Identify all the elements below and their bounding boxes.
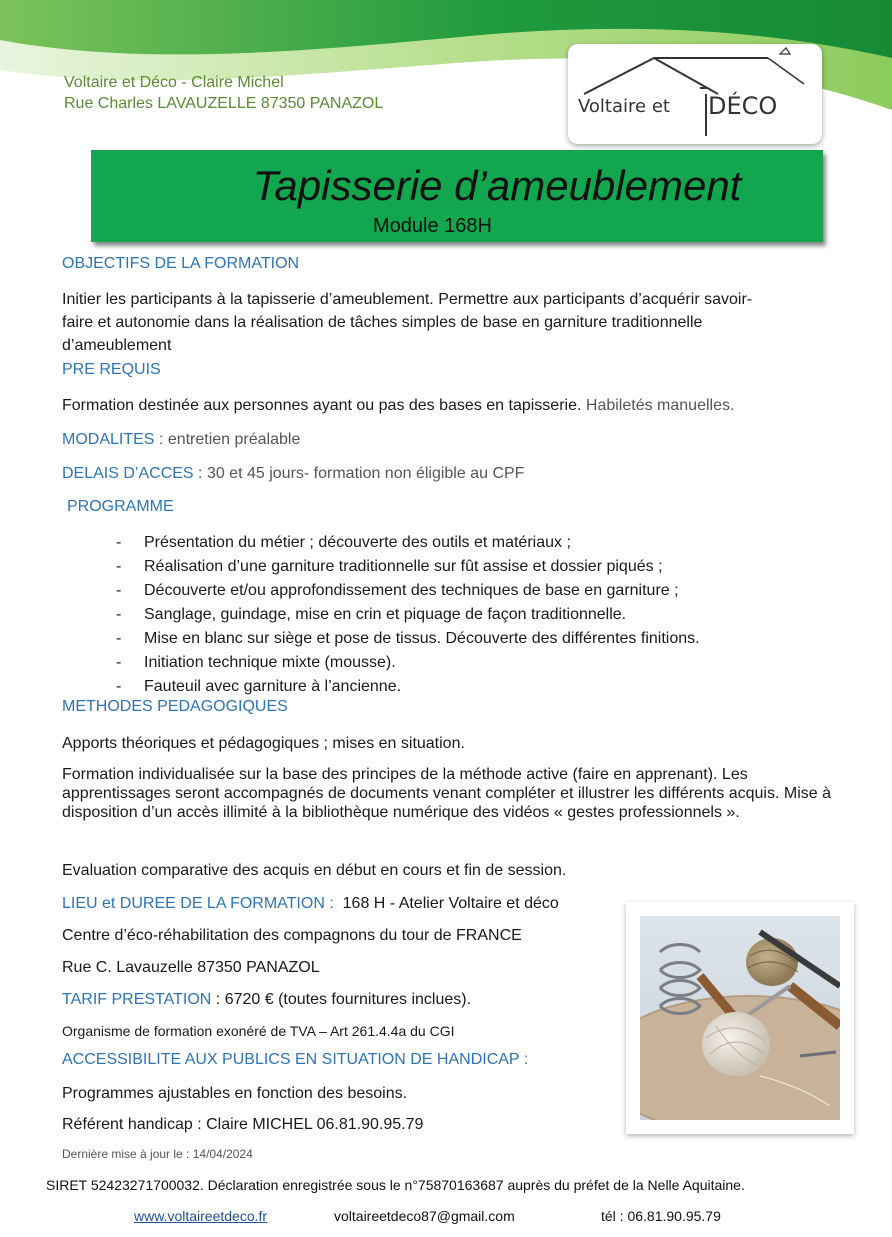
email-text: voltaireetdeco87@gmail.com <box>334 1208 515 1224</box>
document-title: Tapisserie d’ameublement <box>252 162 742 209</box>
objectifs-text: Initier les participants à la tapisserie d’ameublement. Permettre aux participants d’acquérir savoir-faire et autonomie dans la réalisation de tâches simples de base en garniture traditionnelle d’ameublement <box>62 291 753 354</box>
delais-text: : 30 et 45 jours- formation non éligible au CPF <box>198 465 525 482</box>
lieu-address: Rue C. Lavauzelle 87350 PANAZOL <box>62 959 320 976</box>
programme-item: Initiation technique mixte (mousse). <box>144 654 396 671</box>
programme-bullet-dash: - <box>116 678 122 695</box>
programme-bullet-dash: - <box>116 582 122 599</box>
methodes-paragraph-2: Formation individualisée sur la base des principes de la méthode active (faire en apprenant). Les apprentissages seront accompagnés de documents venant compléter et illustrer les différents acquis. Mise à disposition d’un accès illimité à la bibliothèque numérique des vidéos « gestes professionnels ». <box>62 766 831 821</box>
tarif-line <box>62 988 471 1011</box>
programme-heading: PROGRAMME <box>67 498 174 515</box>
methodes-paragraph-1: Apports théoriques et pédagogiques ; mises en situation. <box>62 735 465 752</box>
programme-bullet-dash: - <box>116 558 122 575</box>
house-roof-icon <box>568 44 822 144</box>
programme-item: Découverte et/ou approfondissement des techniques de base en garniture ; <box>144 582 679 599</box>
prerequis-line <box>62 394 734 417</box>
programme-item: Fauteuil avec garniture à l’ancienne. <box>144 678 402 695</box>
lieu-centre: Centre d’éco-réhabilitation des compagnons du tour de FRANCE <box>62 927 522 944</box>
prerequis-text: Formation destinée aux personnes ayant ou pas des bases en tapisserie. <box>62 397 582 414</box>
modalites-line <box>62 428 300 451</box>
objectifs-heading: OBJECTIFS DE LA FORMATION <box>62 255 300 272</box>
programme-item: Présentation du métier ; découverte des outils et matériaux ; <box>144 534 571 551</box>
accessibilite-paragraph-1: Programmes ajustables en fonction des besoins. <box>62 1085 408 1102</box>
programme-item: Réalisation d’une garniture traditionnelle sur fût assise et dossier piqués ; <box>144 558 663 575</box>
lieu-line <box>62 892 559 915</box>
website-link[interactable]: www.voltaireetdeco.fr <box>134 1208 268 1224</box>
tva-text: Organisme de formation exonéré de TVA – Art 261.4.4a du CGI <box>62 1023 455 1039</box>
lieu-label: LIEU et DUREE DE LA FORMATION : <box>62 895 334 912</box>
methodes-paragraph-3: Evaluation comparative des acquis en début en cours et fin de session. <box>62 862 567 879</box>
company-address: Rue Charles LAVAUZELLE 87350 PANAZOL <box>64 95 384 112</box>
delais-label: DELAIS D’ACCES <box>62 465 194 482</box>
programme-bullet-dash: - <box>116 654 122 671</box>
programme-item: Mise en blanc sur siège et pose de tissus. Découverte des différentes finitions. <box>144 630 700 647</box>
modalites-text: entretien préalable <box>167 431 301 448</box>
lieu-text: 168 H - Atelier Voltaire et déco <box>342 895 559 912</box>
methodes-heading: METHODES PEDAGOGIQUES <box>62 698 288 715</box>
programme-bullet-dash: - <box>116 606 122 623</box>
tarif-text: : 6720 € (toutes fournitures inclues). <box>215 991 472 1008</box>
delais-line <box>62 462 524 485</box>
company-name: Voltaire et Déco - Claire Michel <box>64 74 284 91</box>
upholstery-tools-photo <box>626 902 854 1134</box>
programme-item: Sanglage, guindage, mise en crin et piquage de façon traditionnelle. <box>144 606 627 623</box>
phone-text: tél : 06.81.90.95.79 <box>601 1208 721 1224</box>
prerequis-heading: PRE REQUIS <box>62 361 161 378</box>
company-logo <box>568 44 822 144</box>
programme-bullet-dash: - <box>116 534 122 551</box>
document-subtitle: Module 168H <box>373 215 492 237</box>
siret-line: SIRET 52423271700032. Déclaration enregistrée sous le n°75870163687 auprès du préfet de la Nelle Aquitaine. <box>46 1177 745 1193</box>
accessibilite-heading: ACCESSIBILITE AUX PUBLICS EN SITUATION DE HANDICAP : <box>62 1051 529 1068</box>
title-band <box>91 150 823 242</box>
logo-text-left: Voltaire et <box>578 96 670 117</box>
programme-bullet-dash: - <box>116 630 122 647</box>
modalites-label: MODALITES : <box>62 431 164 448</box>
tarif-label: TARIF PRESTATION <box>62 991 212 1008</box>
logo-text-right: DÉCO <box>708 92 778 120</box>
referent-handicap: Référent handicap : Claire MICHEL 06.81.90.95.79 <box>62 1116 424 1133</box>
last-update: Dernière mise à jour le : 14/04/2024 <box>62 1147 253 1161</box>
prerequis-extra: Habiletés manuelles. <box>585 397 735 414</box>
